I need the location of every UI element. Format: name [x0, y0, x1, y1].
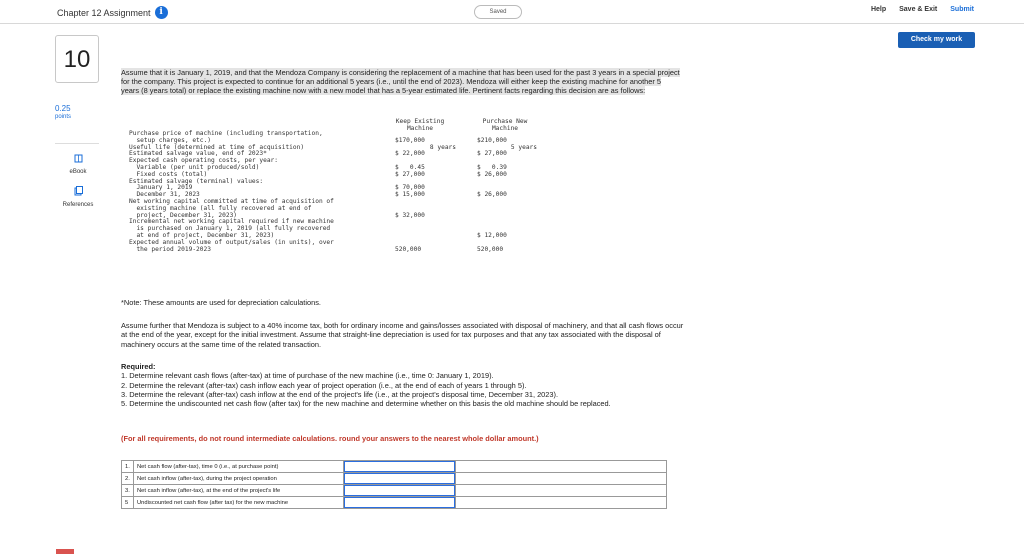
facts-row-label: Expected annual volume of output/sales (in units), over	[129, 238, 334, 246]
col-header-new-1: Purchase New	[482, 118, 528, 125]
top-links	[871, 6, 974, 13]
footer-red-tab	[56, 549, 74, 554]
facts-keep-value: $ 70,000	[395, 184, 425, 192]
facts-row-label: is purchased on January 1, 2019 (all fully recovered	[129, 225, 331, 233]
col-header-new-2: Machine	[491, 125, 519, 132]
facts-row	[129, 179, 569, 186]
answer-row	[122, 485, 667, 497]
facts-new-value: 5 years	[510, 143, 537, 151]
facts-keep-value: $ 32,000	[395, 211, 425, 219]
facts-table	[129, 131, 569, 253]
col-header-keep-1: Keep Existing	[395, 118, 445, 125]
answer-input[interactable]	[344, 497, 455, 508]
facts-keep-value: $ 22,000	[395, 150, 425, 158]
col-header-keep	[385, 118, 455, 132]
answer-input[interactable]	[344, 473, 455, 484]
facts-row-label: Estimated salvage (terminal) values:	[129, 177, 264, 185]
required-section	[121, 362, 686, 408]
rail-divider	[55, 143, 99, 144]
answer-blank-cell	[456, 473, 667, 485]
help-link[interactable]: Help	[870, 6, 887, 13]
answer-row	[122, 497, 667, 509]
answer-number: 1.	[122, 461, 134, 473]
answer-description: Net cash flow (after-tax), time 0 (i.e., at purchase point)	[134, 461, 344, 473]
facts-row-label: January 1, 2019	[129, 184, 193, 192]
answer-number: 3.	[122, 485, 134, 497]
assignment-title	[57, 6, 168, 19]
facts-row	[129, 247, 569, 254]
facts-row-label: at end of project, December 31, 2023)	[129, 231, 275, 239]
answer-table	[121, 460, 667, 509]
facts-new-value: $ 26,000	[477, 191, 507, 199]
facts-row-label: setup charges, etc.)	[129, 136, 211, 144]
assume-further: Assume further that Mendoza is subject to a 40% income tax, both for ordinary income and gains/losses associated with disposal of machinery, and that all cash flows occur at the end of the year, except for the initial investment. Assume that straight-line depreciation is used for tax purposes and that any tax associated with the disposal of machinery occurs at the same time of the related transaction.	[121, 321, 684, 349]
facts-row-label: Purchase price of machine (including transportation,	[129, 130, 323, 137]
facts-keep-value: $ 15,000	[395, 191, 425, 199]
required-item: 1. Determine relevant cash flows (after-tax) at time of purchase of the new machine (i.e., time 0: January 1, 2019).	[121, 371, 494, 381]
book-icon	[58, 154, 98, 166]
points-label: points	[55, 114, 72, 120]
answer-number: 5	[122, 497, 134, 509]
answer-input-cell	[344, 485, 456, 497]
chapter-title: Chapter 12 Assignment	[57, 7, 151, 18]
answer-row	[122, 461, 667, 473]
problem-intro	[121, 68, 681, 96]
facts-new-value: $ 27,000	[477, 150, 507, 158]
references-icon	[58, 186, 98, 199]
facts-new-value: $ 12,000	[477, 231, 507, 239]
answer-blank-cell	[456, 461, 667, 473]
facts-row-label: Variable (per unit produced/sold)	[129, 163, 260, 171]
facts-keep-value: 520,000	[395, 245, 422, 253]
points-value: 0.25	[55, 104, 71, 113]
facts-keep-value: $170,000	[395, 136, 425, 144]
question-number: 10	[55, 35, 99, 83]
answer-blank-cell	[456, 485, 667, 497]
facts-new-value: 520,000	[477, 245, 504, 253]
info-icon[interactable]: i	[155, 6, 168, 19]
required-item: 3. Determine the relevant (after-tax) cash inflow at the end of the project's life (i.e., at the project's disposal time, December 31, 2023).	[121, 389, 559, 399]
facts-new-value: $ 26,000	[477, 170, 507, 178]
answer-number: 2.	[122, 473, 134, 485]
answer-description: Net cash inflow (after-tax), during the project operation	[134, 473, 344, 485]
answer-input[interactable]	[344, 461, 455, 472]
rounding-instructions: (For all requirements, do not round intermediate calculations. round your answers to the nearest whole dollar amount.)	[121, 434, 539, 443]
facts-new-value: $210,000	[477, 136, 507, 144]
facts-row-label: the period 2019-2023	[129, 245, 211, 253]
facts-row-label: Fixed costs (total)	[129, 170, 208, 178]
col-header-keep-2: Machine	[406, 125, 434, 132]
answer-input-cell	[344, 497, 456, 509]
save-exit-link[interactable]: Save & Exit	[899, 6, 938, 13]
facts-row-label: Incremental net working capital required if new machine	[129, 218, 334, 226]
answer-input[interactable]	[344, 485, 455, 496]
top-bar	[0, 0, 1024, 24]
submit-link[interactable]: Submit	[950, 6, 974, 13]
facts-row-label: December 31, 2023	[129, 191, 200, 199]
answer-description: Net cash inflow (after-tax), at the end of the project's life	[134, 485, 344, 497]
answer-row	[122, 473, 667, 485]
facts-row-label: Net working capital committed at time of acquisition of	[129, 197, 334, 205]
answer-description: Undiscounted net cash flow (after tax) for the new machine	[134, 497, 344, 509]
facts-row-label: Useful life (determined at time of acquisition)	[129, 143, 305, 151]
intro-text: Assume that it is January 1, 2019, and that the Mendoza Company is considering the replacement of a machine that has been used for the past 3 years in a special project for the company. This project is expected to continue for an additional 5 years (i.e., until the end of 2023). Mendoza will either keep the existing machine for another 5 years (8 years total) or replace the existing machine now with a new model that has a 5-year estimated life. Pertinent facts regarding this decision are as follows:	[121, 68, 680, 96]
facts-row-label: Expected cash operating costs, per year:	[129, 157, 279, 165]
references-label: References	[62, 202, 94, 208]
check-my-work-button[interactable]: Check my work	[898, 32, 975, 48]
answer-blank-cell	[456, 497, 667, 509]
required-item: 5. Determine the undiscounted net cash flow (after tax) for the new machine and determine whether on this basis the old machine should be replaced.	[121, 399, 611, 409]
facts-keep-value: $ 27,000	[395, 170, 425, 178]
answer-input-cell	[344, 473, 456, 485]
ebook-tool[interactable]	[58, 154, 98, 175]
facts-keep-value: 8 years	[429, 143, 456, 151]
facts-keep-value: $ 0.45	[395, 163, 425, 171]
col-header-new	[470, 118, 540, 132]
depreciation-note: *Note: These amounts are used for depreciation calculations.	[121, 298, 321, 307]
references-tool[interactable]	[58, 186, 98, 208]
answer-input-cell	[344, 461, 456, 473]
saved-status: Saved	[474, 5, 522, 19]
facts-row-label: project, December 31, 2023)	[129, 211, 238, 219]
facts-row-label: existing machine (all fully recovered at end of	[129, 204, 312, 212]
facts-new-value: $ 0.39	[477, 163, 507, 171]
required-title: Required:	[121, 362, 156, 371]
points-display	[55, 104, 71, 122]
required-item: 2. Determine the relevant (after-tax) cash inflow each year of project operation (i.e., at the end of each of years 1 through 5).	[121, 380, 527, 390]
facts-row-label: Estimated salvage value, end of 2023*	[129, 150, 267, 158]
ebook-label: eBook	[69, 169, 87, 175]
